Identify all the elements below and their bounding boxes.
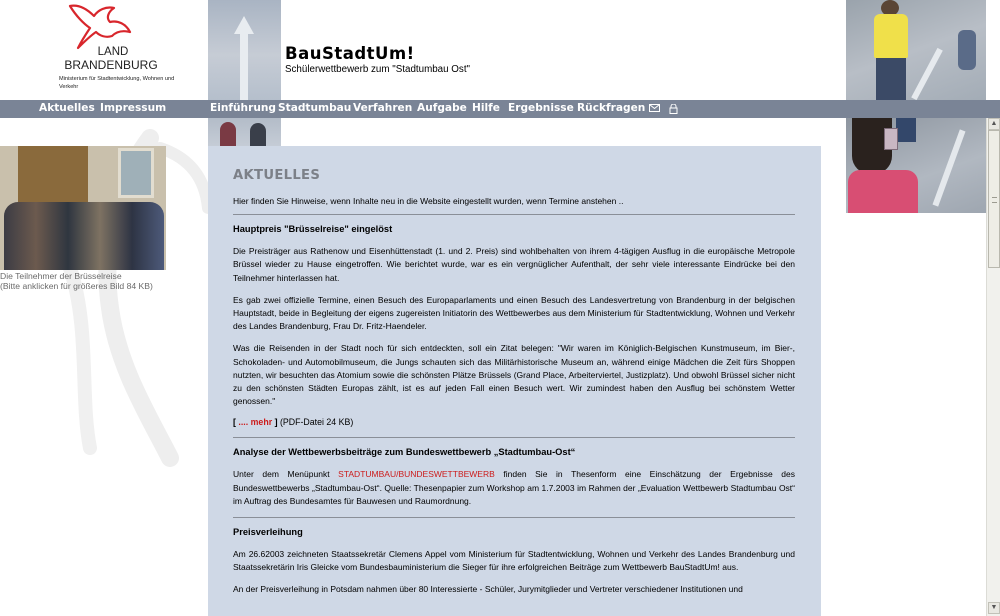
header-photo-road-arrow <box>208 0 281 100</box>
section-title-brusselreise: Hauptpreis "Brüsselreise" eingelöst <box>233 224 393 235</box>
section-title-preisverleihung: Preisverleihung <box>233 527 303 538</box>
nav-aktuelles[interactable]: Aktuelles <box>39 102 95 114</box>
vertical-scrollbar[interactable] <box>986 118 1000 616</box>
article-paragraph <box>233 468 795 508</box>
nav-aufgabe[interactable]: Aufgabe <box>417 102 467 114</box>
group-photo-caption <box>0 271 153 291</box>
caption-line-2: (Bitte anklicken für größeres Bild 84 KB) <box>0 281 153 291</box>
more-bracket-open: [ <box>233 417 236 428</box>
mail-icon[interactable] <box>649 104 660 115</box>
paragraph-text: Unter dem Menüpunkt <box>233 469 339 480</box>
header-photo-students <box>846 0 986 100</box>
caption-line-1: Die Teilnehmer der Brüsselreise <box>0 271 122 281</box>
nav-impressum[interactable]: Impressum <box>100 102 167 114</box>
nav-einfuehrung[interactable]: Einführung <box>210 102 276 114</box>
site-title: BauStadtUm! <box>285 44 415 63</box>
side-photo-girl-phone <box>846 118 986 213</box>
article-paragraph: Die Preisträger aus Rathenow und Eisenhüttenstadt (1. und 2. Preis) sind wohlbehalten von ihrem 4-tägigen Ausflug in die europäische Metropole Brüssel wieder zu Hause eingetroffen. Wie berichtet wurde, war es ein vergnüglicher Aufenthalt, der sehr viele interessante Eindrücke bei den Teilnehmer hinterlassen hat. <box>233 246 795 283</box>
article-paragraph: An der Preisverleihung in Potsdam nahmen über 80 Interessierte - Schüler, Jurymitglieder und Vertreter verschiedener Institutionen und <box>233 584 743 595</box>
logo-text-land: LAND <box>97 46 129 58</box>
main-navigation-bar <box>0 100 1000 118</box>
lock-icon[interactable] <box>669 104 678 117</box>
logo-ministry-text: Ministerium für Stadtentwicklung, Wohnen und Verkehr <box>59 76 175 90</box>
scrollbar-thumb[interactable] <box>988 130 1000 268</box>
nav-verfahren[interactable]: Verfahren <box>353 102 413 114</box>
article-paragraph: Am 26.62003 zeichneten Staatssekretär Clemens Appel vom Ministerium für Stadtentwicklung, Wohnen und Verkehr des Landes Brandenburg und Staatssekretärin Iris Gleicke vom Bundesbauministerium die Sieger für ihre erfolgreichen Beiträge zum Wettbewerb BauStadtUm! aus. <box>233 549 795 573</box>
nav-stadtumbau[interactable]: Stadtumbau <box>278 102 352 114</box>
scroll-up-arrow-icon[interactable]: ▲ <box>988 118 1000 130</box>
scroll-down-arrow-icon[interactable]: ▼ <box>988 602 1000 614</box>
page-title: AKTUELLES <box>233 168 321 183</box>
logo-text-brandenburg: BRANDENBURG <box>64 58 158 72</box>
article-paragraph: Es gab zwei offizielle Termine, einen Besuch des Europaparlaments und einen Besuch des Landesvertretung von Brandenburg in der belgischen Hauptstadt, beide in Begleitung der eigens zugereisten Initiatorin des Wettbewerbes aus dem Ministerium für Stadtentwicklung, Wohnen und Verkehr des Landes Brandenburg, Frau Dr. Fritz-Haendeler. <box>233 294 795 332</box>
eagle-logo-icon <box>66 2 142 50</box>
intro-text: Hier finden Sie Hinweise, wenn Inhalte neu in die Website eingestellt wurden, wenn Termine anstehen .. <box>233 196 624 206</box>
group-photo-bruesselreise[interactable] <box>0 146 166 270</box>
divider <box>233 517 795 518</box>
divider <box>233 437 795 438</box>
nav-ergebnisse[interactable]: Ergebnisse <box>508 102 574 114</box>
photo-small-students <box>208 118 281 146</box>
nav-rueckfragen[interactable]: Rückfragen <box>577 102 646 114</box>
link-stadtumbau-bundeswettbewerb[interactable]: STADTUMBAU/BUNDESWETTBEWERB <box>338 469 495 480</box>
more-bracket-close: ] <box>274 417 278 428</box>
more-link-pdf[interactable]: .... mehr <box>238 417 273 428</box>
site-title-block <box>285 44 470 75</box>
site-subtitle: Schülerwettbewerb zum "Stadtumbau Ost" <box>285 64 471 75</box>
main-content-panel <box>208 146 821 616</box>
more-link-row <box>233 417 795 427</box>
paragraph-text: finden Sie in Thesenform eine Einschätzung der Ergebnisse des Bundeswettbewerbs „Stadtumbau-Ost“. Quelle: Thesenpapier zum Workshop am 1.7.2003 im Rahmen der „Evaluation Wettbewerb Stadtumbau Ost“ im Auftrag des Bundesamtes für Bauwesen und Raumordnung. <box>233 469 795 506</box>
pdf-size-note: (PDF-Datei 24 KB) <box>279 417 354 428</box>
article-paragraph: Was die Reisenden in der Stadt noch für sich entdeckten, soll ein Zitat belegen: "Wir waren im Königlich-Belgischen Kunstmuseum, im Bier-, Schokoladen- und Automobilmuseum, die Jungs schauten sich das Militärhistorische Museum an, während einige Mädchen die Zeit fürs Shoppen nutzten, wir besuchten das Atomium sowie die schönsten Plätze Brüssels (Grand Place, Arbeiterviertel, Justizplatz). Und obwohl Brüssel sicher nicht zu den schönsten Städten Europas zählt, ist es auf jeden Fall einen Besuch wert. Wir zumindest haben den Ausflug bei schönstem Wetter genossen." <box>233 343 795 407</box>
divider <box>233 214 795 215</box>
nav-hilfe[interactable]: Hilfe <box>472 102 500 114</box>
brandenburg-logo <box>52 2 202 98</box>
section-title-analyse: Analyse der Wettbewerbsbeiträge zum Bundeswettbewerb „Stadtumbau-Ost“ <box>233 447 576 458</box>
